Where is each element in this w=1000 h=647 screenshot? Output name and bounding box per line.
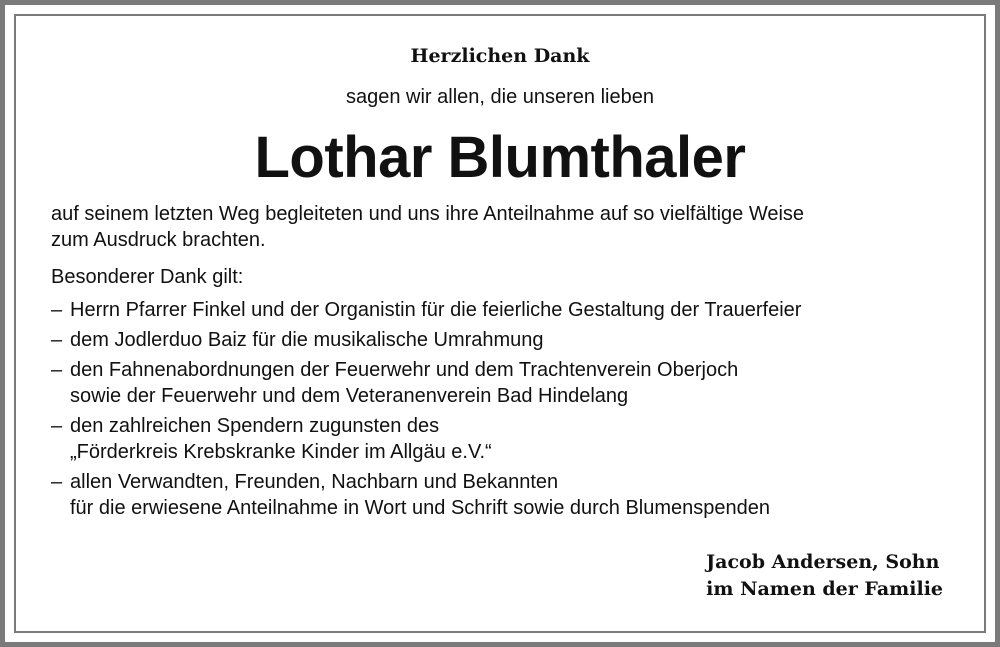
list-item-line: sowie der Feuerwehr und dem Veteranenverein Bad Hindelang	[70, 385, 629, 407]
thanks-heading: Herzlichen Dank	[410, 45, 590, 67]
signature-family: im Namen der Familie	[706, 578, 943, 600]
list-dash: –	[51, 329, 63, 351]
paragraph-line: zum Ausdruck brachten.	[51, 229, 266, 251]
list-dash: –	[51, 415, 63, 437]
list-item-line: dem Jodlerduo Baiz für die musikalische Umrahmung	[70, 329, 544, 351]
special-thanks-label: Besonderer Dank gilt:	[51, 266, 244, 288]
list-item-line: den zahlreichen Spendern zugunsten des	[70, 415, 440, 437]
intro-line: sagen wir allen, die unseren lieben	[346, 86, 654, 108]
list-item	[51, 327, 971, 353]
list-dash: –	[51, 299, 63, 321]
list-item-line: Herrn Pfarrer Finkel und der Organistin für die feierliche Gestaltung der Trauerfeier	[70, 299, 802, 321]
deceased-name: Lothar Blumthaler	[254, 125, 746, 190]
thanks-paragraph	[51, 201, 961, 253]
list-item-line: für die erwiesene Anteilnahme in Wort und Schrift sowie durch Blumenspenden	[70, 497, 771, 519]
list-item-line: allen Verwandten, Freunden, Nachbarn und Bekannten	[70, 471, 559, 493]
list-item-line: den Fahnenabordnungen der Feuerwehr und dem Trachtenverein Oberjoch	[70, 359, 739, 381]
signature-block	[706, 549, 943, 603]
list-item	[51, 297, 971, 323]
list-item	[51, 357, 971, 409]
list-dash: –	[51, 471, 63, 493]
list-item	[51, 413, 971, 465]
paragraph-line: auf seinem letzten Weg begleiteten und uns ihre Anteilnahme auf so vielfältige Weise	[51, 203, 805, 225]
signature-name: Jacob Andersen, Sohn	[706, 551, 940, 573]
list-item-line: „Förderkreis Krebskranke Kinder im Allgäu e.V.“	[70, 441, 492, 463]
list-item	[51, 469, 971, 521]
list-dash: –	[51, 359, 63, 381]
thanks-list	[51, 297, 971, 525]
